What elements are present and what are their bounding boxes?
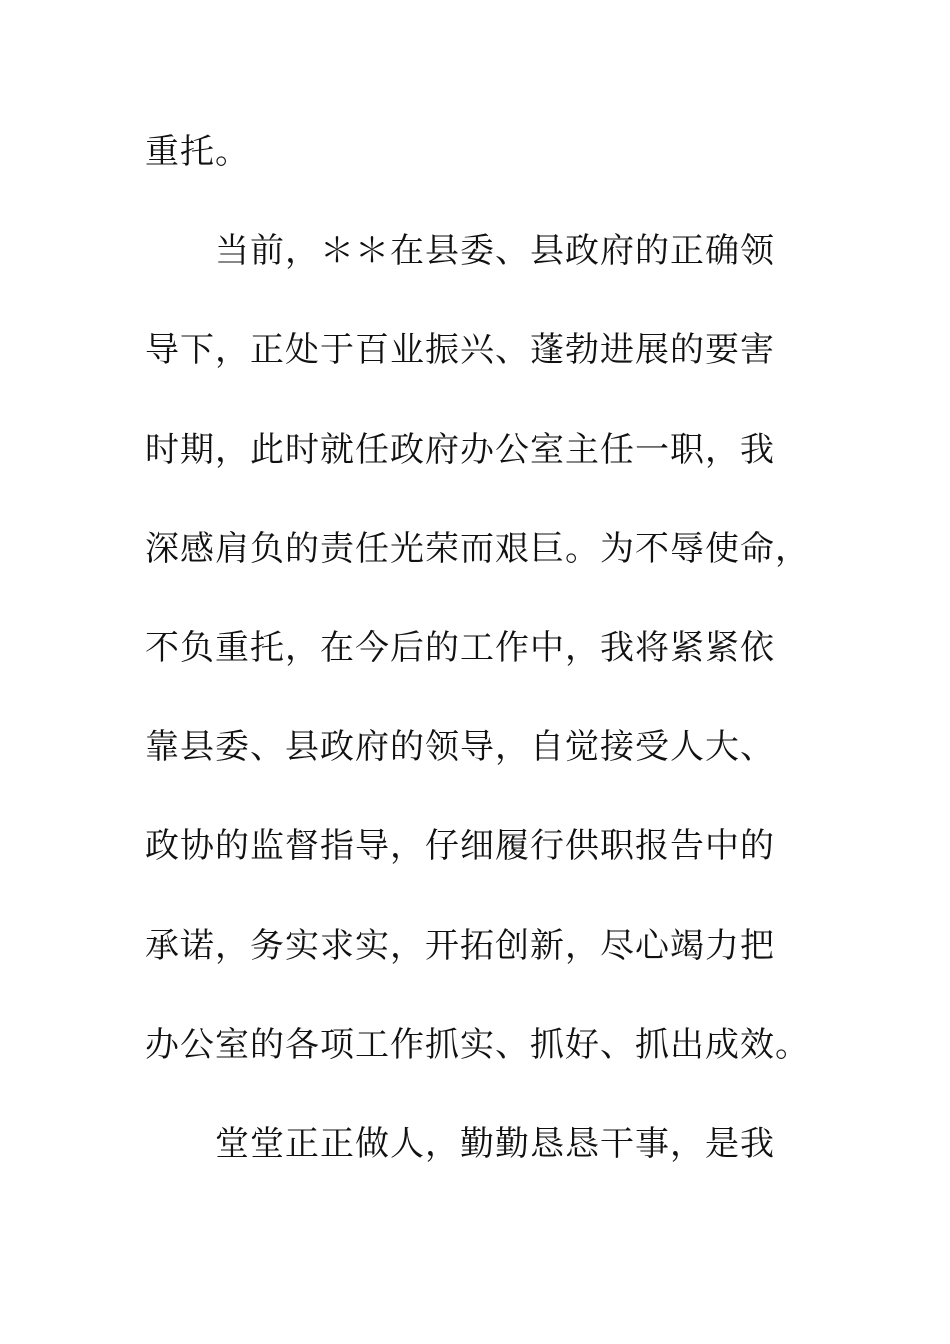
text-line: 政协的监督指导，仔细履行供职报告中的 (145, 826, 775, 867)
text-line: 重托。 (145, 132, 250, 172)
text-line: 承诺，务实求实，开拓创新，尽心竭力把 (145, 925, 775, 966)
body-text (145, 122, 810, 1213)
text-line: 不负重托，在今后的工作中，我将紧紧依 (145, 627, 775, 668)
text-line: 时期，此时就任政府办公室主任一职，我 (145, 429, 775, 470)
text-line: 深感肩负的责任光荣而艰巨。为不辱使命， (145, 528, 810, 569)
text-line: 靠县委、县政府的领导，自觉接受人大、 (145, 727, 775, 768)
paragraph-first-line: 堂堂正正做人，勤勤恳恳干事，是我 (215, 1123, 775, 1164)
text-line: 办公室的各项工作抓实、抓好、抓出成效。 (145, 1024, 810, 1065)
paragraph-first-line: 当前，＊＊在县委、县政府的正确领 (215, 231, 775, 272)
text-line: 导下，正处于百业振兴、蓬勃进展的要害 (145, 330, 775, 371)
